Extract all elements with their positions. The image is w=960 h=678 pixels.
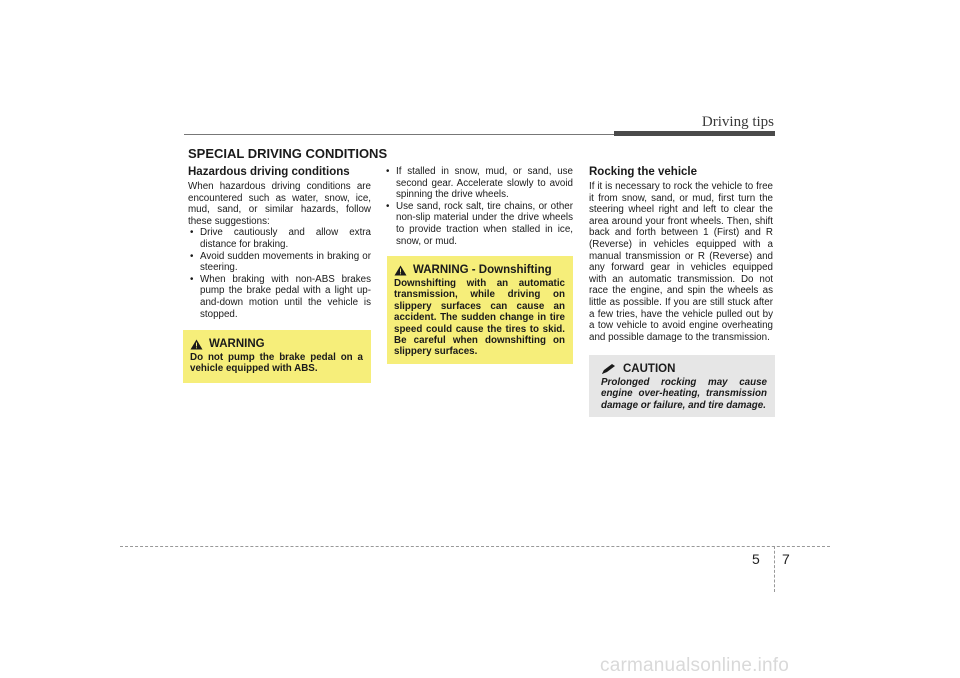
warning-header xyxy=(394,264,565,276)
list-item: • Avoid sudden movements in braking or steering. xyxy=(188,251,371,274)
hazardous-heading: Hazardous driving conditions xyxy=(188,166,350,178)
caution-box xyxy=(589,355,775,417)
list-item: • Drive cautiously and allow extra distance for braking. xyxy=(188,227,371,250)
list-item: • If stalled in snow, mud, or sand, use second gear. Accelerate slowly to avoid spinning the drive wheels. xyxy=(384,166,573,201)
watermark: carmanualsonline.info xyxy=(600,655,790,676)
rocking-heading: Rocking the vehicle xyxy=(589,166,698,178)
warning-text: Do not pump the brake pedal on a vehicle equipped with ABS. xyxy=(190,352,363,375)
caution-header xyxy=(601,363,767,375)
column-2 xyxy=(384,166,573,247)
abs-warning-box xyxy=(183,330,371,383)
warning-header xyxy=(190,338,363,350)
hazardous-bullets xyxy=(188,227,371,320)
hazardous-intro: When hazardous driving conditions are encountered such as water, snow, ice, mud, sand, or similar hazards, follow these suggestions: xyxy=(188,181,371,227)
warning-triangle-icon xyxy=(190,339,203,350)
warning-triangle-icon xyxy=(394,265,407,276)
rocking-text: If it is necessary to rock the vehicle to free it from snow, sand, or mud, first turn the steering wheel right and left to clear the area around your front wheels. Then, shift back and forth between 1 (First) and R (Reverse) in vehicles equipped with a manual transmission or R (Reverse) and any forward gear in vehicles equipped with an automatic transmission. Do not race the engine, and spin the wheels as little as possible. If you are still stuck after a few tries, have the vehicle pulled out by a tow vehicle to avoid engine overheating and possible damage to the transmission. xyxy=(589,181,773,343)
downshift-warning-box xyxy=(387,256,573,364)
header-rule-accent xyxy=(614,131,775,136)
warning-title: WARNING - Downshifting xyxy=(413,264,552,276)
section-title: SPECIAL DRIVING CONDITIONS xyxy=(188,146,388,161)
stalled-bullets xyxy=(384,166,573,247)
column-1 xyxy=(188,166,371,320)
list-item: • When braking with non-ABS brakes pump the brake pedal with a light up-and-down motion until the vehicle is stopped. xyxy=(188,274,371,320)
chapter-number: 5 xyxy=(752,551,760,567)
pencil-icon xyxy=(601,363,617,375)
caution-text: Prolonged rocking may cause engine over-heating, transmission damage or failure, and tire damage. xyxy=(601,377,767,411)
warning-text: Downshifting with an automatic transmission, while driving on slippery surfaces can cause an accident. The sudden change in tire speed could cause the tires to skid. Be careful when downshifting on slippery surfaces. xyxy=(394,278,565,358)
list-item: • Use sand, rock salt, tire chains, or other non-slip material under the drive wheels to provide traction when stalled in ice, snow, or mud. xyxy=(384,201,573,247)
caution-title: CAUTION xyxy=(623,363,676,375)
footer-divider xyxy=(774,546,775,592)
page-number: 7 xyxy=(782,551,790,567)
warning-title: WARNING xyxy=(209,338,265,350)
column-3 xyxy=(589,166,773,343)
running-header: Driving tips xyxy=(701,114,774,130)
footer-rule xyxy=(120,546,830,547)
header-rule xyxy=(184,134,614,135)
